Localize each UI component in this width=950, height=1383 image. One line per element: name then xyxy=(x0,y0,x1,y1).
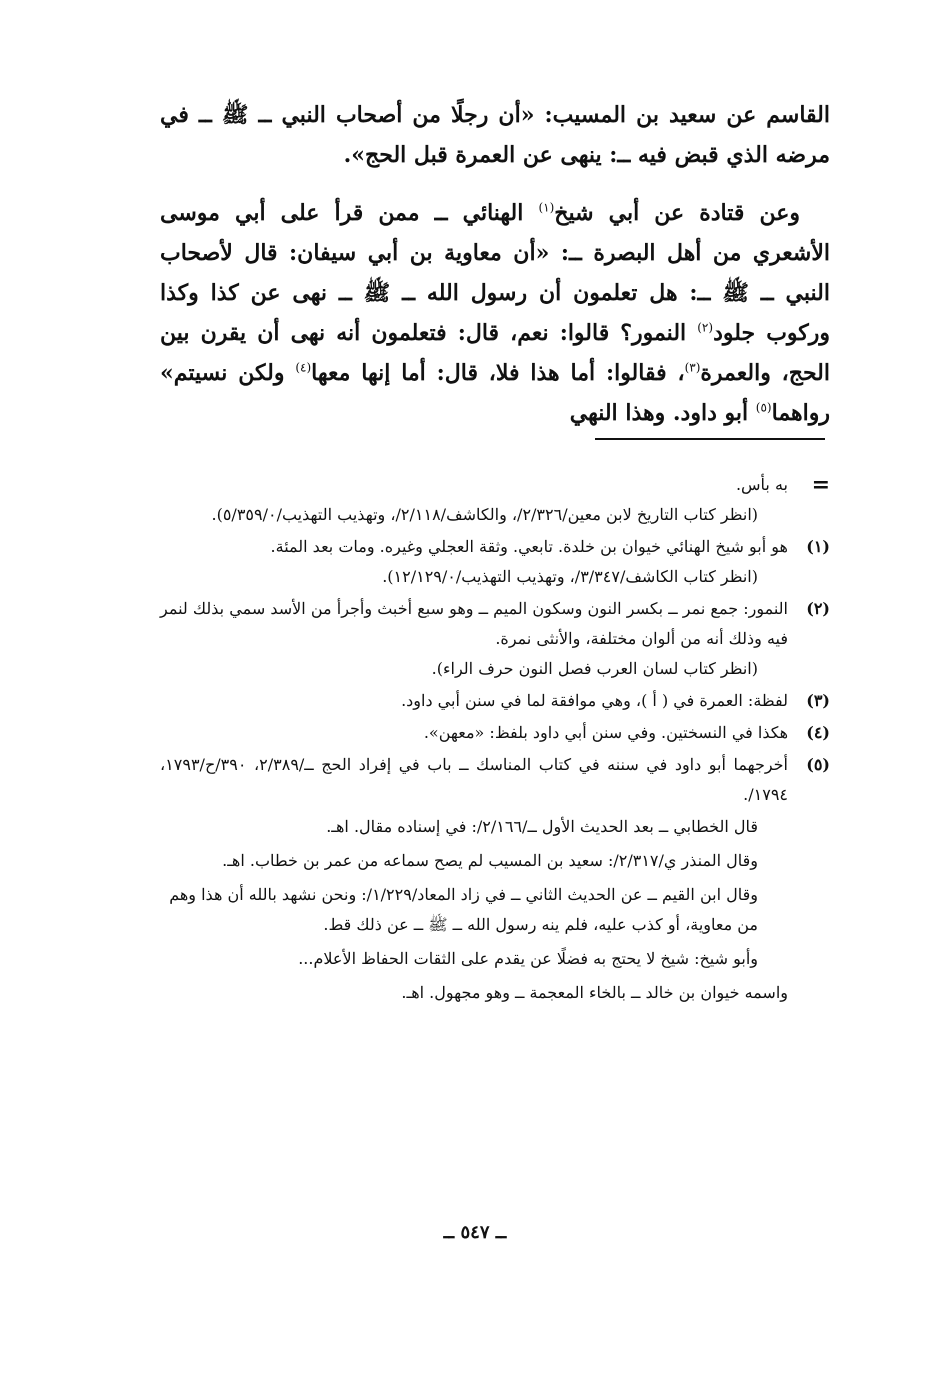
page-number: ــ ٥٤٧ ــ xyxy=(443,1222,507,1243)
footnote-5-line-1: أخرجهما أبو داود في سننه في كتاب المناسك ــ باب في إفراد الحج ــ/٢/٣٨٩، ٣٩٠/ح/١٧٩٣، ١٧٩٤/. xyxy=(160,755,789,804)
footnote-ref-5[interactable]: (٥) xyxy=(755,400,772,415)
footnote-2-line-2: (انظر كتاب لسان العرب فصل النون حرف الراء). xyxy=(431,659,758,678)
footnote-2 xyxy=(160,594,830,684)
para2-part-f: أبو داود. وهذا النهي xyxy=(569,400,756,426)
continuation-marker: = xyxy=(811,472,830,498)
footnote-4-number: (٤) xyxy=(806,723,830,742)
continuation-line-2: (انظر كتاب التاريخ لابن معين/٢/٣٢٦/، والكاشف/٢/١١٨/، وتهذيب التهذيب/٥/٣٥٩/٠). xyxy=(211,505,758,524)
footnote-3-number: (٣) xyxy=(806,691,830,710)
footnote-5-continued xyxy=(160,812,830,1008)
footnote-5-number: (٥) xyxy=(806,755,830,774)
para2-part-c: النمور؟ قالوا: نعم، قال: فتعلمون أنه نهى أن يقرن بين الحج، والعمرة xyxy=(160,320,830,386)
footnote-ref-3[interactable]: (٣) xyxy=(684,360,701,375)
footnote-1-line-1: هو أبو شيخ الهنائي خيوان بن خلدة. تابعي. وثقة العجلي وغيره. ومات بعد المئة. xyxy=(270,537,788,556)
footnote-4 xyxy=(160,718,830,748)
footnote-5 xyxy=(160,750,830,810)
footnote-5-line-6: واسمه خيوان بن خالد ــ بالخاء المعجمة ــ وهو مجهول. اهـ. xyxy=(401,983,788,1002)
para2-part-e: ولكن نسيتم» رواهما xyxy=(160,360,830,426)
footnote-ref-4[interactable]: (٤) xyxy=(295,360,312,375)
para2-part-a: وعن قتادة عن أبي شيخ xyxy=(554,200,800,226)
paragraph-1: القاسم عن سعيد بن المسيب: «أن رجلًا من أصحاب النبي ــ ﷺ ــ في مرضه الذي قبض فيه ــ: ينهى عن العمرة قبل الحج». xyxy=(160,102,830,168)
footnote-2-line-1: النمور: جمع نمر ــ بكسر النون وسكون الميم ــ وهو سبع أخبث وأجرأ من الأسد سمي بذلك لنمر فيه وذلك أنه من ألوان مختلفة، والأنثى نمرة. xyxy=(160,599,789,648)
footnote-5-line-5: وأبو شيخ: شيخ لا يحتج به فضلًا عن يقدم على الثقات الحفاظ الأعلام... xyxy=(298,949,758,968)
footnote-divider xyxy=(595,438,825,440)
footnote-5-line-2: قال الخطابي ــ بعد الحديث الأول ــ/٢/١٦٦/: في إسناده مقال. اهـ. xyxy=(326,817,758,836)
footnote-ref-2[interactable]: (٢) xyxy=(697,320,714,335)
footnotes xyxy=(160,470,830,1012)
footnote-4-line-1: هكذا في النسختين. وفي سنن أبي داود بلفظ: «معهن». xyxy=(423,723,788,742)
footnote-1 xyxy=(160,532,830,592)
footnote-2-number: (٢) xyxy=(806,599,830,618)
para2-part-d: ، فقالوا: أما هذا فلا، قال: أما إنها معها xyxy=(311,360,685,386)
footnote-5-line-3: وقال المنذر ي/٢/٣١٧/: سعيد بن المسيب لم يصح سماعه من عمر بن خطاب. اهـ. xyxy=(222,851,758,870)
footnote-3 xyxy=(160,686,830,716)
footnote-3-line-1: لفظة: العمرة في ( أ )، وهي موافقة لما في سنن أبي داود. xyxy=(401,691,788,710)
footnote-1-line-2: (انظر كتاب الكاشف/٣/٣٤٧/، وتهذيب التهذيب/١٢/١٢٩/٠). xyxy=(382,567,758,586)
footnote-5-line-4: وقال ابن القيم ــ عن الحديث الثاني ــ في زاد المعاد/١/٢٢٩/: ونحن نشهد بالله أن هذا وهم من معاوية، أو كذب عليه، فلم ينه رسول الله ــ ﷺ ــ عن ذلك قط. xyxy=(169,885,758,934)
footnote-continuation xyxy=(160,470,830,530)
continuation-line-1: به بأس. xyxy=(735,475,788,494)
footnote-ref-1[interactable]: (١) xyxy=(538,200,555,215)
footnote-1-number: (١) xyxy=(806,537,830,556)
main-text xyxy=(160,95,830,433)
para2-part-b: الهنائي ــ ممن قرأ على أبي موسى الأشعري من أهل البصرة ــ: «أن معاوية بن أبي سيفان: قال لأصحاب النبي ــ ﷺ ــ: هل تعلمون أن رسول الله ــ ﷺ ــ نهى عن كذا وكذا وركوب جلود xyxy=(160,200,830,346)
paragraph-2 xyxy=(160,193,830,433)
